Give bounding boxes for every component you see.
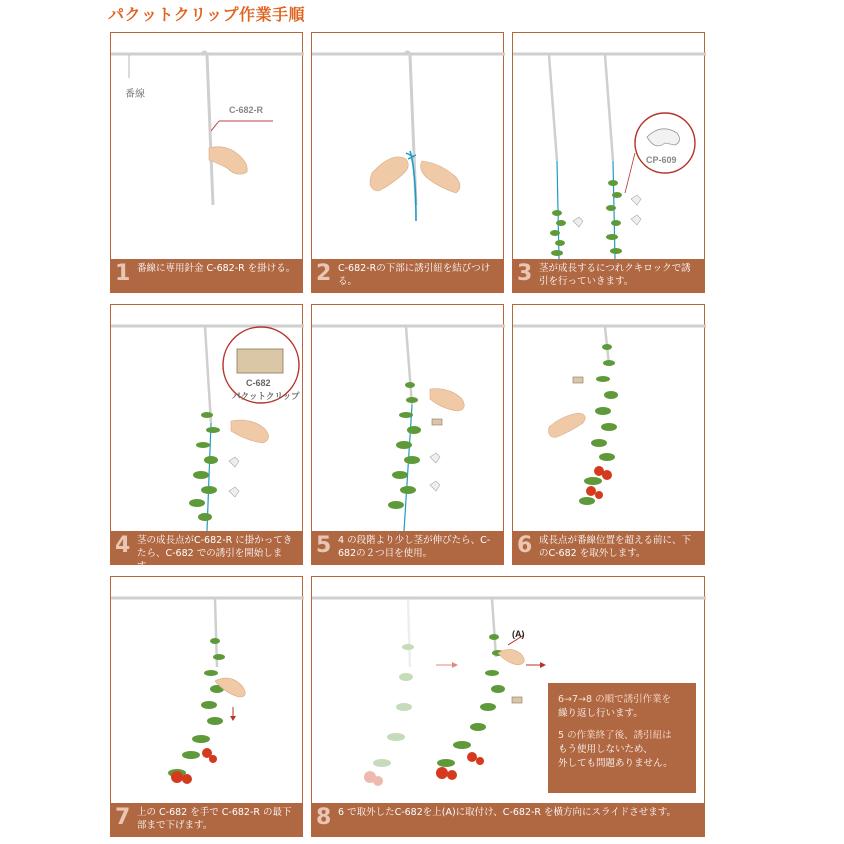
plant xyxy=(437,634,505,767)
step-text: 茎が成長するにつれクキロックで誘引を行っていきます。 xyxy=(539,263,691,287)
hand xyxy=(231,420,269,443)
hand xyxy=(209,147,247,175)
step-caption xyxy=(111,803,302,836)
step-text: 上の C-682 を手で C-682-R の最下部まで下げます。 xyxy=(137,807,292,831)
step-number: 8 xyxy=(316,805,332,830)
plant xyxy=(189,412,220,521)
step-panel-7 xyxy=(110,576,303,837)
step-5-illustration xyxy=(312,305,505,566)
clip-icons xyxy=(512,697,522,703)
step-panel-3 xyxy=(512,32,705,293)
c682-name-label: パクットクリップ xyxy=(232,391,300,401)
hand-left xyxy=(370,157,408,191)
step-number: 5 xyxy=(316,533,332,558)
step-caption xyxy=(312,803,704,836)
hand xyxy=(498,649,524,665)
hook-label: C-682-R xyxy=(229,105,264,115)
c682-label: C-682 xyxy=(246,378,271,388)
step-panel-1 xyxy=(110,32,303,293)
step-panel-2 xyxy=(311,32,504,293)
step-panel-4 xyxy=(110,304,303,572)
previous-plant-ghost xyxy=(364,599,414,786)
step-1-illustration xyxy=(111,33,304,294)
hook-rod xyxy=(205,327,211,423)
plant xyxy=(388,382,421,509)
step-caption xyxy=(312,259,503,292)
step-7-illustration xyxy=(111,577,304,838)
step-caption xyxy=(513,531,704,564)
plant xyxy=(579,344,618,505)
step-number: 6 xyxy=(517,533,533,558)
step-3-illustration xyxy=(513,33,706,294)
step-number: 4 xyxy=(115,533,131,558)
note-line-3: 5 の作業終了後、誘引紐は xyxy=(558,730,672,741)
clip-icons-white xyxy=(430,453,440,491)
step-2-illustration xyxy=(312,33,505,294)
hand xyxy=(549,413,586,437)
step-panel-5 xyxy=(311,304,504,565)
point-a-label: (A) xyxy=(512,629,525,639)
note-line-2: 繰り返し行います。 xyxy=(558,708,643,719)
hook-rod-left xyxy=(549,55,557,161)
hand xyxy=(430,389,464,411)
step-6-illustration xyxy=(513,305,706,566)
step-caption xyxy=(312,531,503,564)
step-caption xyxy=(111,531,302,572)
note-line-1: 6→7→8 の順で誘引作業を xyxy=(558,694,672,705)
clip-icons xyxy=(229,457,239,497)
hook-rod xyxy=(406,327,412,405)
step-text: 4 の段階より少し茎が伸びたら、C-682の２つ目を使用。 xyxy=(338,535,491,559)
step-number: 1 xyxy=(115,261,131,286)
step-text: 番線に専用針金 C-682-R を掛ける。 xyxy=(137,263,296,274)
step-text: 成長点が番線位置を超える前に、下のC-682 を取外します。 xyxy=(539,535,692,559)
twine xyxy=(404,405,412,531)
step-caption xyxy=(111,259,302,292)
hook-rod xyxy=(201,52,213,205)
clip-icons xyxy=(432,419,442,425)
clip-icons xyxy=(573,195,641,227)
cp609-label: CP-609 xyxy=(646,155,677,165)
step-text: 6 で取外したC-682を上(A)に取付け、C-682-R を横方向にスライドさせます。 xyxy=(338,807,676,818)
step-panel-6 xyxy=(512,304,705,565)
step-number: 2 xyxy=(316,261,332,286)
step-number: 7 xyxy=(115,805,131,830)
wire-label: 番線 xyxy=(125,89,145,100)
hand-right xyxy=(421,161,460,193)
hook-rod-right xyxy=(605,55,613,161)
step-caption xyxy=(513,259,704,292)
clip-icons xyxy=(573,377,583,383)
plant xyxy=(168,638,225,777)
step-text: C-682-Rの下部に誘引紐を結びつける。 xyxy=(338,263,491,287)
repeat-note xyxy=(548,683,696,793)
c682-clip-icon xyxy=(237,349,283,373)
page-title: パクットクリップ作業手順 xyxy=(108,5,306,24)
hook-rod xyxy=(492,599,496,657)
note-line-5: 外しても問題ありません。 xyxy=(558,758,673,769)
note-line-4: もう使用しないため、 xyxy=(558,744,653,755)
step-4-illustration xyxy=(111,305,304,566)
step-panel-8 xyxy=(311,576,705,837)
step-number: 3 xyxy=(517,261,533,286)
step-text: 茎の成長点がC-682-R に掛かってきたら、C-682 での誘引を開始します。 xyxy=(137,535,293,572)
